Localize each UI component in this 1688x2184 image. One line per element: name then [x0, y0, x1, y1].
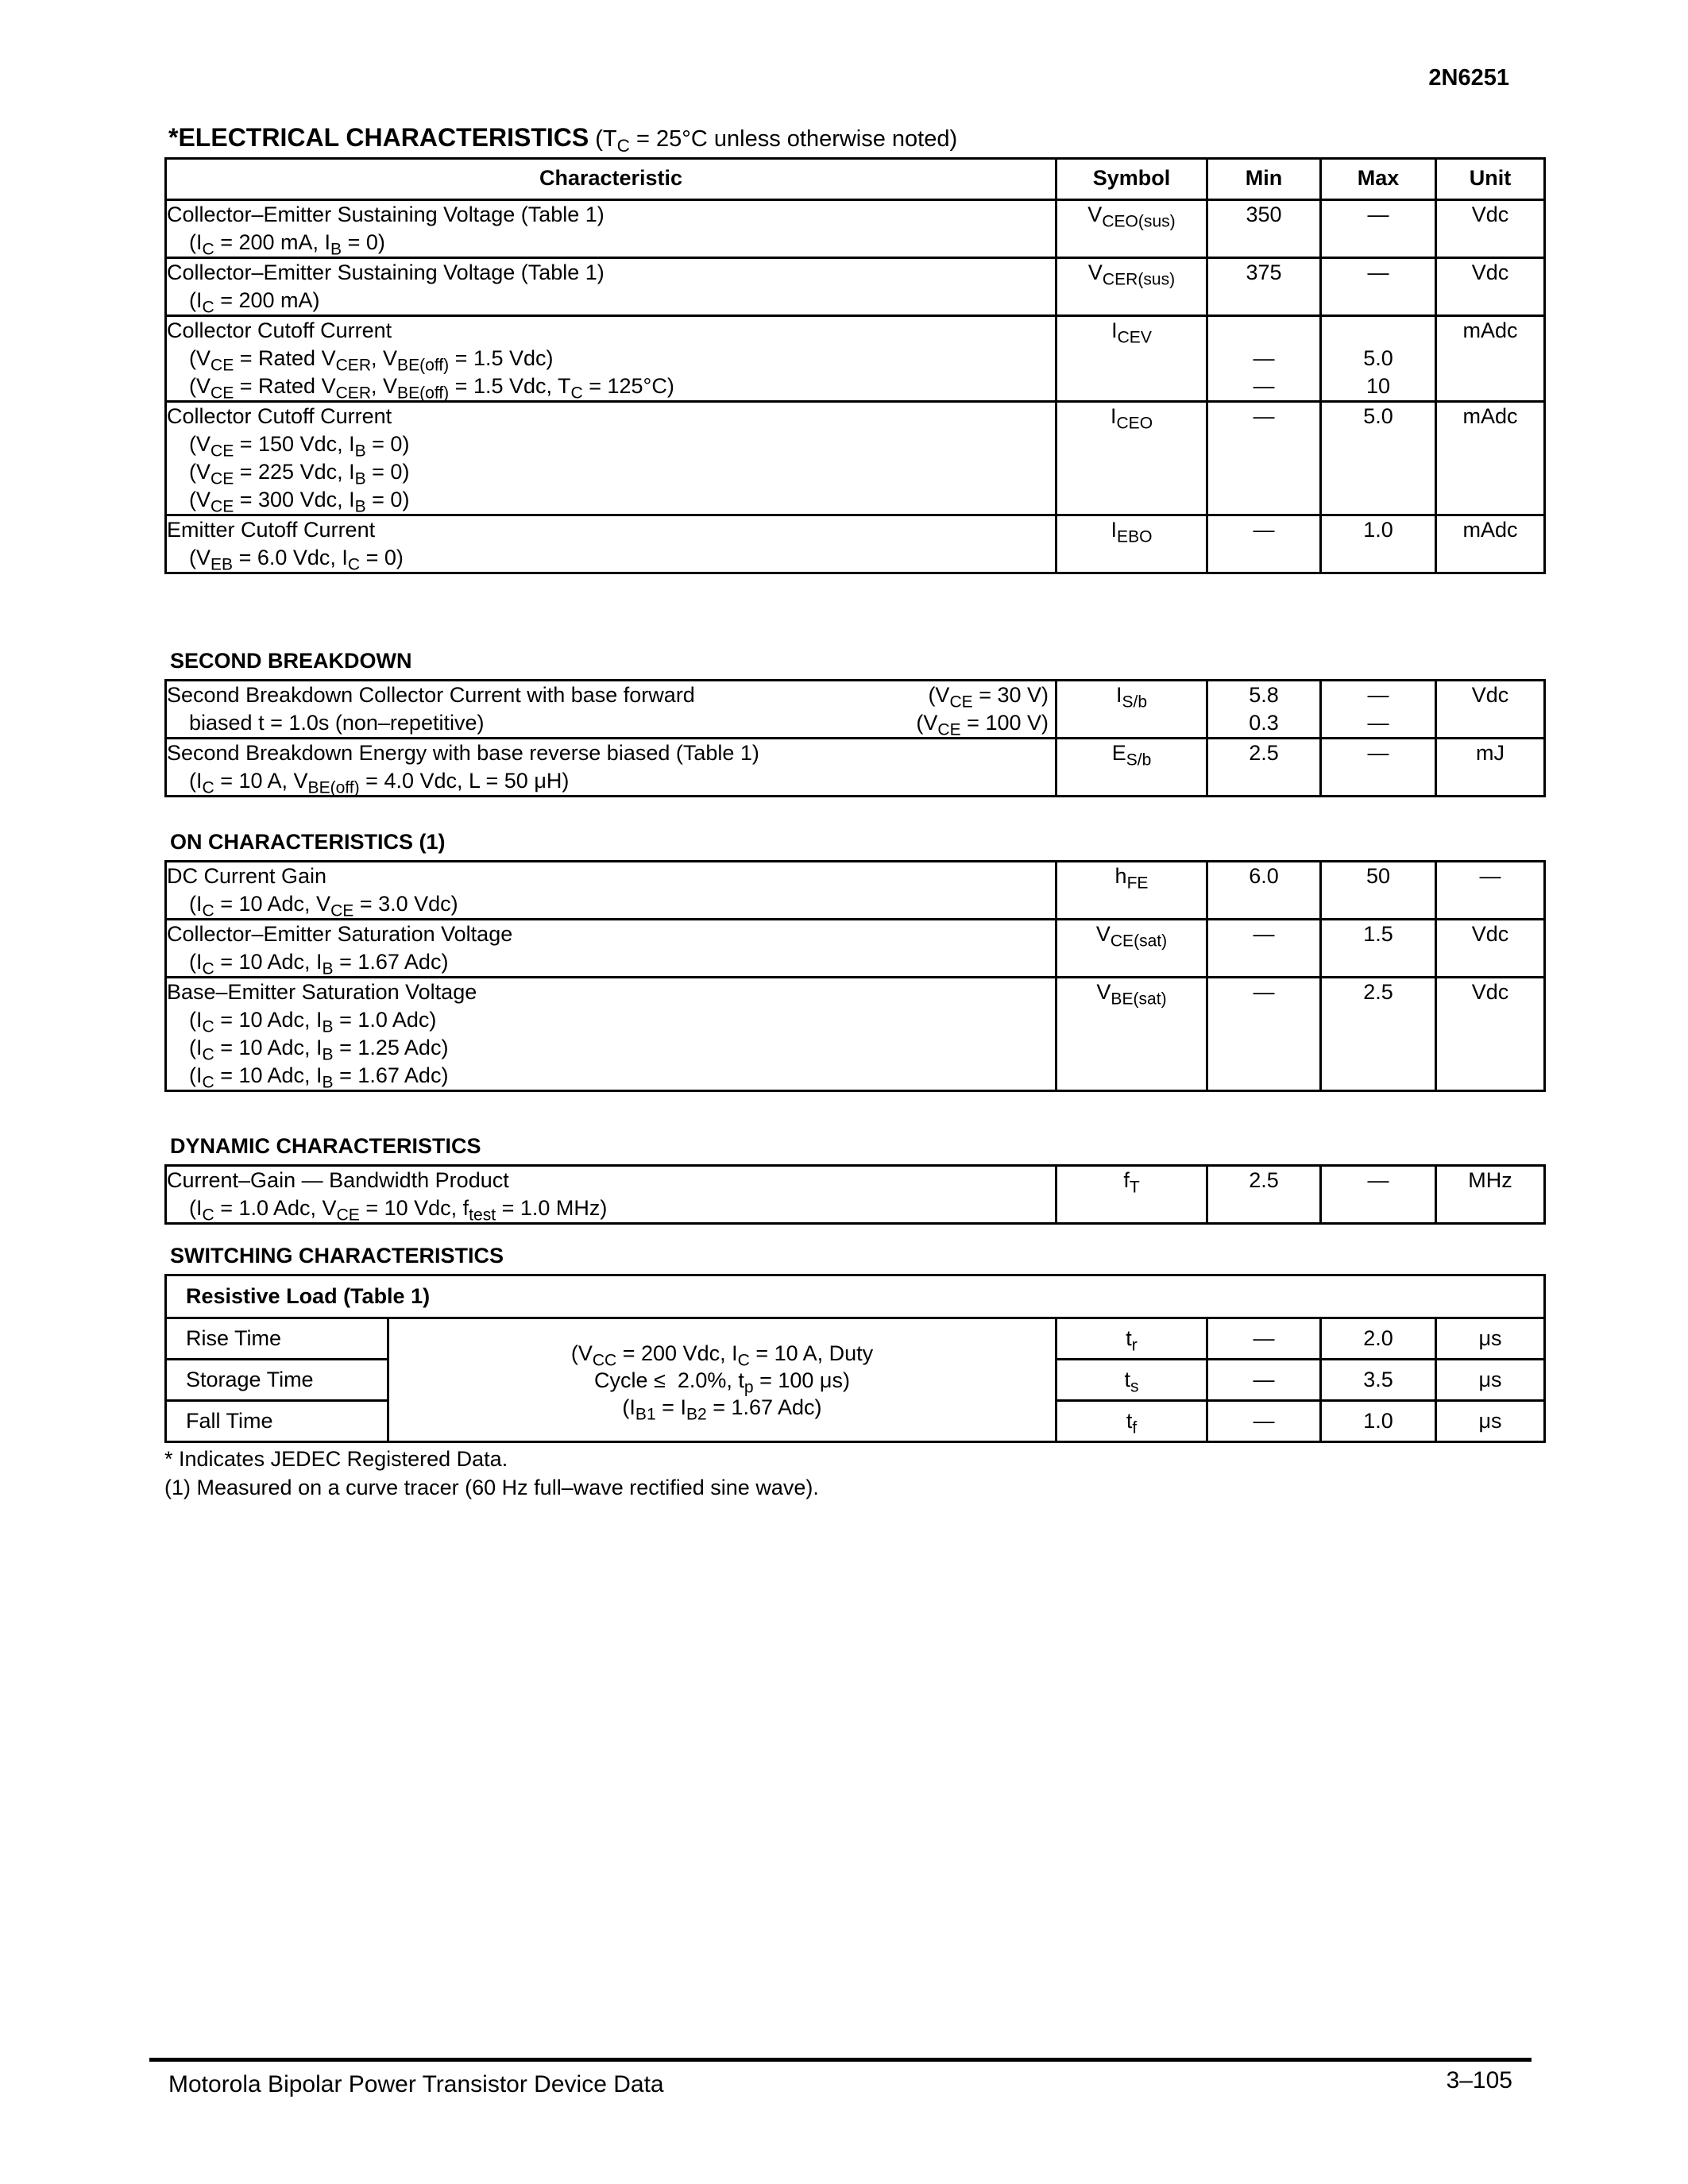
test-condition: ($V_{CE} = 150$ Vdc, $I_B = 0$) — [189, 432, 410, 461]
part-number: 2N6251 — [1428, 65, 1509, 91]
max-value: 2.0 — [1321, 1318, 1436, 1360]
min-value: — — [1207, 1360, 1321, 1401]
table-row — [166, 316, 1545, 402]
max-value: 5.0 10 — [1321, 316, 1436, 402]
resistive-load-label: Resistive Load (Table 1) — [166, 1275, 1545, 1318]
max-value: — — [1321, 258, 1436, 316]
max-value: 3.5 — [1321, 1360, 1436, 1401]
off-characteristics-table — [164, 157, 1546, 574]
unit-value: mJ — [1436, 739, 1545, 797]
symbol: $I_{CEV}$ — [1056, 316, 1207, 402]
unit-value: mAdc — [1436, 316, 1545, 402]
test-condition: ($I_C = 10$ A, $V_{BE(off)} = 4.0$ Vdc, L = 50 μH) — [189, 769, 570, 797]
test-condition: ($V_{CE} = 100$ V) — [916, 711, 1049, 739]
section-heading — [168, 123, 958, 156]
table-row — [166, 1318, 1545, 1360]
char-name: Fall Time — [166, 1401, 388, 1442]
heading-title: ELECTRICAL CHARACTERISTICS — [178, 123, 589, 152]
table-row — [166, 862, 1545, 920]
test-condition: ($V_{CE} = 300$ Vdc, $I_B = 0$) — [189, 488, 410, 516]
table-row — [166, 515, 1545, 573]
char-name-continued: biased t = 1.0s (non–repetitive) — [189, 711, 485, 735]
symbol: $t_f$ — [1056, 1401, 1207, 1442]
char-name: DC Current Gain — [167, 864, 327, 888]
symbol: $t_r$ — [1056, 1318, 1207, 1360]
unit-value: μs — [1436, 1318, 1545, 1360]
min-value: — — — [1207, 316, 1321, 402]
heading-note: ($T_C = 25^\circ C$ unless otherwise noted) — [595, 126, 958, 156]
min-value: 2.5 — [1207, 739, 1321, 797]
symbol: $E_{S/b}$ — [1056, 739, 1207, 797]
test-condition: ($I_C = 10$ Adc, $I_B = 1.67$ Adc) — [189, 950, 449, 978]
table-row — [166, 402, 1545, 515]
table-row — [166, 978, 1545, 1091]
char-name: Collector Cutoff Current — [167, 404, 392, 428]
col-unit: Unit — [1436, 159, 1545, 200]
min-value: 5.8 0.3 — [1207, 681, 1321, 739]
test-condition: ($I_C = 200$ mA) — [189, 288, 320, 317]
symbol: $V_{BE(sat)}$ — [1056, 978, 1207, 1091]
resistive-load-row — [166, 1275, 1545, 1318]
unit-value: μs — [1436, 1360, 1545, 1401]
test-condition: ($I_C = 10$ Adc, $I_B = 1.25$ Adc) — [189, 1036, 449, 1064]
min-value: 375 — [1207, 258, 1321, 316]
col-symbol: Symbol — [1056, 159, 1207, 200]
test-condition: ($V_{CC} = 200$ Vdc, $I_C = 10$ A, Duty Cycle ≤ 2.0%, $t_p = 100$ μs) ($I_{B1} = I_{B2} = 1.67$ Adc) — [388, 1318, 1056, 1442]
max-value: 1.0 — [1321, 515, 1436, 573]
char-name: Rise Time — [166, 1318, 388, 1360]
dynamic-characteristics-table — [164, 1164, 1546, 1225]
test-condition: ($V_{CE}$ = Rated $V_{CER}$, $V_{BE(off)} = 1.5$ Vdc, $T_C = 125^\circ C$) — [189, 374, 674, 403]
test-condition: ($V_{CE} = 30$ V) — [928, 683, 1049, 712]
char-name: Base–Emitter Saturation Voltage — [167, 980, 477, 1004]
symbol: $V_{CE(sat)}$ — [1056, 920, 1207, 978]
header-row — [166, 159, 1545, 200]
unit-value: — — [1436, 862, 1545, 920]
symbol: $I_{EBO}$ — [1056, 515, 1207, 573]
unit-value: Vdc — [1436, 681, 1545, 739]
table-row — [166, 739, 1545, 797]
char-name: Collector–Emitter Saturation Voltage — [167, 922, 513, 946]
char-name: Collector–Emitter Sustaining Voltage (Table 1) — [167, 203, 605, 226]
col-max: Max — [1321, 159, 1436, 200]
test-condition: ($I_C = 1.0$ Adc, $V_{CE} = 10$ Vdc, $f_{test} = 1.0$ MHz) — [189, 1196, 608, 1225]
heading-star: * — [168, 123, 179, 152]
max-value: 1.5 — [1321, 920, 1436, 978]
symbol: $f_T$ — [1056, 1166, 1207, 1224]
test-condition: ($I_C = 10$ Adc, $I_B = 1.0$ Adc) — [189, 1008, 437, 1036]
unit-value: MHz — [1436, 1166, 1545, 1224]
min-value: 350 — [1207, 200, 1321, 258]
footnote-jedec: * Indicates JEDEC Registered Data. — [164, 1447, 508, 1471]
table-row — [166, 200, 1545, 258]
unit-value: Vdc — [1436, 920, 1545, 978]
min-value: — — [1207, 402, 1321, 515]
unit-value: mAdc — [1436, 515, 1545, 573]
test-condition: ($I_C = 200$ mA, $I_B = 0$) — [189, 230, 385, 259]
symbol: $V_{CEO(sus)}$ — [1056, 200, 1207, 258]
footer-publication: Motorola Bipolar Power Transistor Device Data — [168, 2071, 664, 2097]
char-name: Collector–Emitter Sustaining Voltage (Table 1) — [167, 260, 605, 284]
section-title-second-breakdown: SECOND BREAKDOWN — [170, 649, 412, 673]
col-characteristic: Characteristic — [166, 159, 1056, 200]
table-row — [166, 1166, 1545, 1224]
max-value: — — [1321, 200, 1436, 258]
section-title-dynamic: DYNAMIC CHARACTERISTICS — [170, 1134, 481, 1158]
test-condition: ($I_C = 10$ Adc, $I_B = 1.67$ Adc) — [189, 1063, 449, 1092]
max-value: 1.0 — [1321, 1401, 1436, 1442]
unit-value: Vdc — [1436, 200, 1545, 258]
on-characteristics-table — [164, 860, 1546, 1092]
max-value: 5.0 — [1321, 402, 1436, 515]
table-row — [166, 258, 1545, 316]
char-name: Emitter Cutoff Current — [167, 518, 376, 542]
unit-value: Vdc — [1436, 978, 1545, 1091]
test-condition: ($V_{CE}$ = Rated $V_{CER}$, $V_{BE(off)} = 1.5$ Vdc) — [189, 346, 554, 375]
footer-rule — [149, 2058, 1532, 2062]
char-name: Collector Cutoff Current — [167, 318, 392, 342]
max-value: 2.5 — [1321, 978, 1436, 1091]
symbol: $t_s$ — [1056, 1360, 1207, 1401]
section-title-switching: SWITCHING CHARACTERISTICS — [170, 1244, 504, 1268]
symbol: $I_{S/b}$ — [1056, 681, 1207, 739]
min-value: 2.5 — [1207, 1166, 1321, 1224]
char-name: Second Breakdown Energy with base reverse biased (Table 1) — [167, 741, 759, 765]
min-value: — — [1207, 1401, 1321, 1442]
unit-value: μs — [1436, 1401, 1545, 1442]
char-name: Storage Time — [166, 1360, 388, 1401]
footnote-1: (1) Measured on a curve tracer (60 Hz full–wave rectified sine wave). — [164, 1476, 819, 1499]
test-condition: ($V_{CE} = 225$ Vdc, $I_B = 0$) — [189, 460, 410, 488]
table-row — [166, 920, 1545, 978]
max-value: 50 — [1321, 862, 1436, 920]
second-breakdown-table — [164, 679, 1546, 797]
symbol: $h_{FE}$ — [1056, 862, 1207, 920]
symbol: $I_{CEO}$ — [1056, 402, 1207, 515]
test-condition: ($I_C = 10$ Adc, $V_{CE} = 3.0$ Vdc) — [189, 892, 458, 920]
max-value: — — — [1321, 681, 1436, 739]
min-value: — — [1207, 978, 1321, 1091]
char-name: Second Breakdown Collector Current with base forward — [167, 683, 695, 707]
max-value: — — [1321, 739, 1436, 797]
symbol: $V_{CER(sus)}$ — [1056, 258, 1207, 316]
min-value: 6.0 — [1207, 862, 1321, 920]
min-value: — — [1207, 1318, 1321, 1360]
footer-page-number: 3–105 — [1446, 2067, 1512, 2093]
min-value: — — [1207, 515, 1321, 573]
max-value: — — [1321, 1166, 1436, 1224]
test-condition: ($V_{EB} = 6.0$ Vdc, $I_C = 0$) — [189, 546, 404, 574]
unit-value: Vdc — [1436, 258, 1545, 316]
table-row — [166, 681, 1545, 739]
unit-value: mAdc — [1436, 402, 1545, 515]
min-value: — — [1207, 920, 1321, 978]
char-name: Current–Gain — Bandwidth Product — [167, 1168, 509, 1192]
col-min: Min — [1207, 159, 1321, 200]
section-title-on-characteristics: ON CHARACTERISTICS (1) — [170, 830, 446, 854]
switching-characteristics-table — [164, 1274, 1546, 1443]
